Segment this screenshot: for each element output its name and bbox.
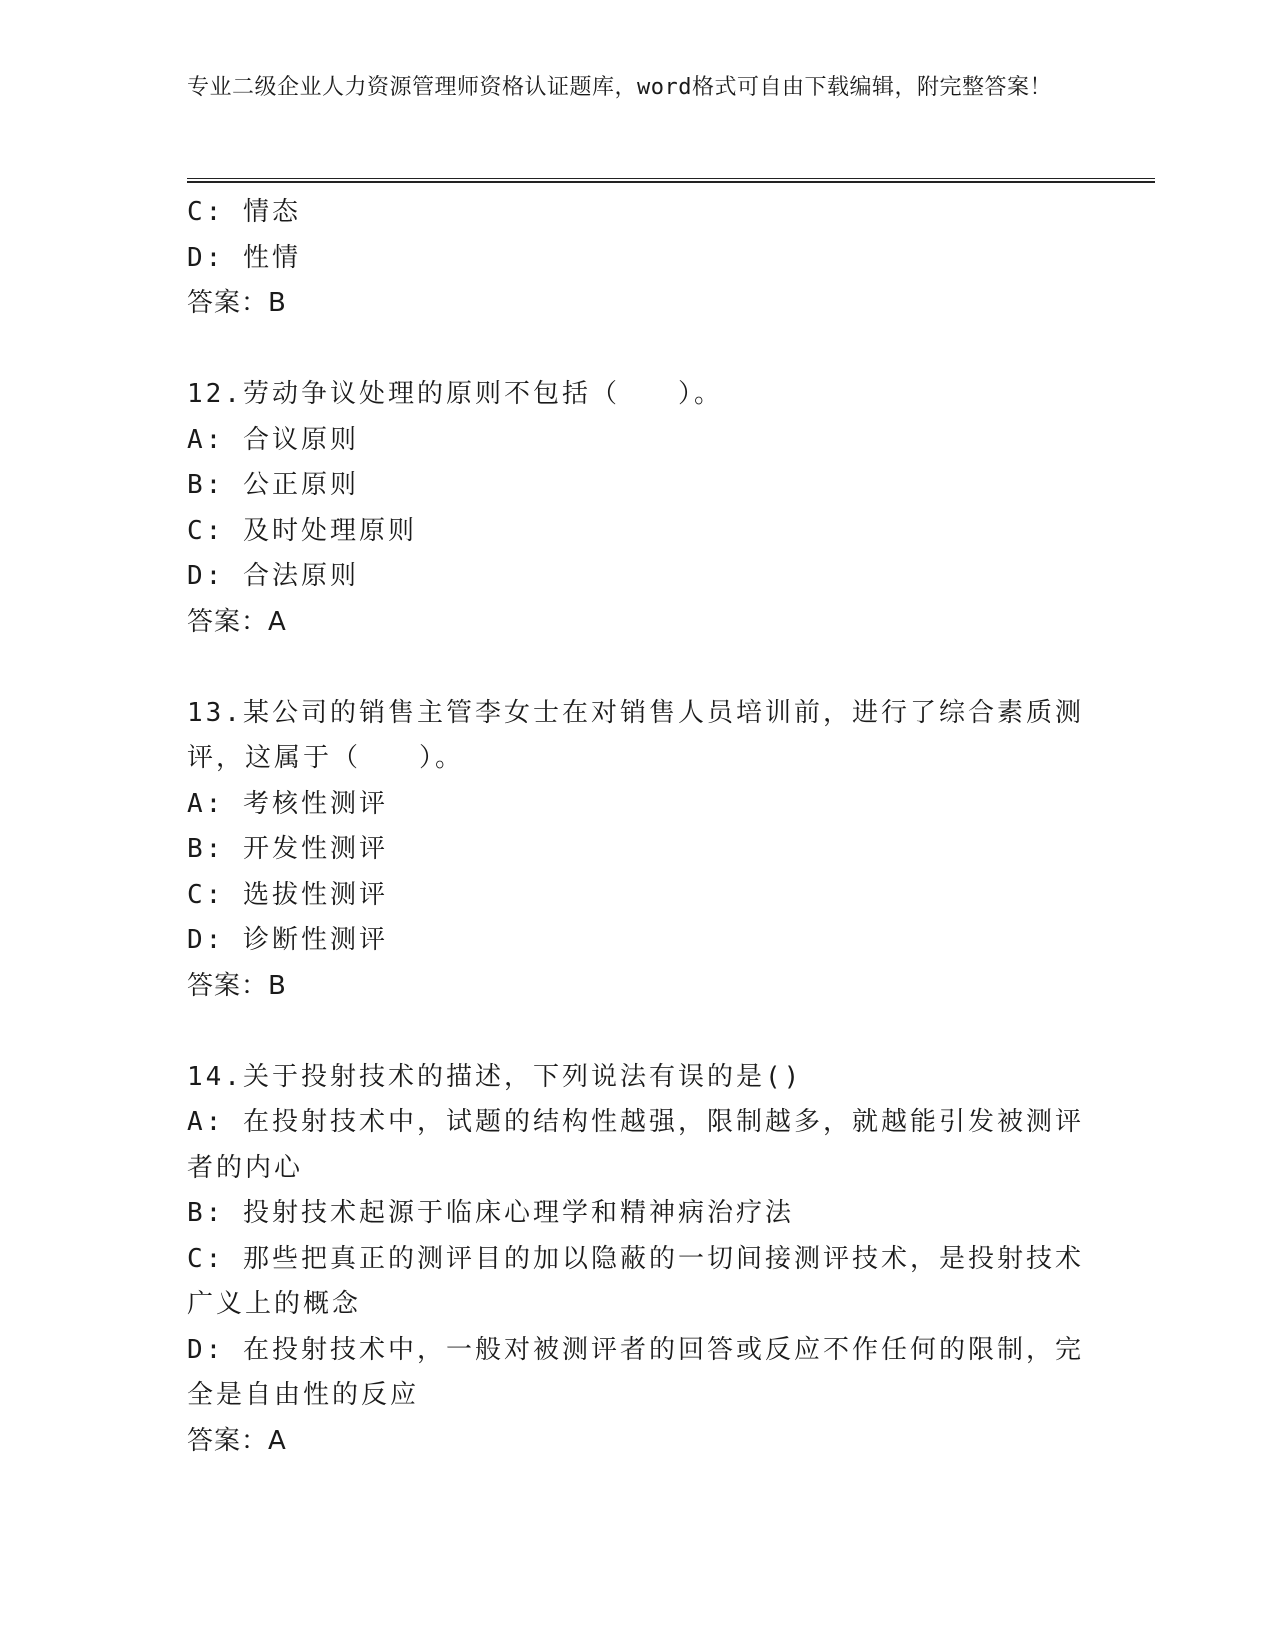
option-d: [187, 554, 1087, 600]
option-d: [187, 236, 1087, 282]
option-text: 公正原则: [242, 470, 359, 500]
option-c: [187, 873, 1087, 919]
option-d: [187, 1328, 1087, 1419]
option-text: 诊断性测评: [242, 925, 388, 955]
option-d: [187, 918, 1087, 964]
option-letter: D:: [187, 242, 225, 273]
option-a: [187, 1100, 1087, 1191]
option-text: 选拔性测评: [242, 879, 388, 910]
page-header: 专业二级企业人力资源管理师资格认证题库，word格式可自由下载编辑，附完整答案！: [187, 75, 1052, 100]
document-body: [187, 190, 1087, 1464]
option-text: 情态: [242, 197, 301, 227]
option-letter: D:: [187, 561, 225, 591]
option-letter: A:: [187, 1107, 225, 1137]
option-a: [187, 782, 1087, 828]
header-rule: [187, 178, 1155, 183]
option-b: [187, 1191, 1087, 1237]
answer-line: 答案：A: [187, 1425, 287, 1456]
option-letter: C:: [187, 879, 225, 910]
option-letter: C:: [187, 1243, 225, 1274]
option-text: 考核性测评: [242, 788, 388, 819]
option-c: [187, 190, 1087, 236]
option-text: 及时处理原则: [242, 515, 417, 546]
answer-line: 答案：B: [187, 288, 287, 318]
option-text: 那些把真正的测评目的加以隐蔽的一切间接测评技术，是投射技术广义上的概念: [187, 1243, 1084, 1319]
option-text: 合议原则: [242, 424, 359, 455]
option-b: [187, 463, 1087, 509]
option-text: 合法原则: [242, 561, 359, 591]
option-text: 投射技术起源于临床心理学和精神病治疗法: [242, 1198, 794, 1228]
question-12: [187, 372, 1087, 645]
question-14: [187, 1055, 1087, 1465]
option-letter: B:: [187, 834, 225, 864]
option-text: 开发性测评: [242, 834, 388, 864]
option-letter: B:: [187, 470, 225, 500]
question-stem: 14.关于投射技术的描述，下列说法有误的是(): [187, 1061, 803, 1092]
question-stem: 12.劳动争议处理的原则不包括（ ）。: [187, 379, 723, 409]
prev-question: [187, 190, 1087, 327]
question-13: [187, 691, 1087, 1010]
option-b: [187, 827, 1087, 873]
option-text: 在投射技术中，试题的结构性越强，限制越多，就越能引发被测评者的内心: [187, 1107, 1084, 1183]
option-letter: D:: [187, 1334, 225, 1365]
option-letter: C:: [187, 197, 225, 227]
option-letter: A:: [187, 424, 225, 455]
option-text: 性情: [242, 242, 301, 273]
question-stem: 13.某公司的销售主管李女士在对销售人员培训前，进行了综合素质测评，这属于（ ）。: [187, 697, 1084, 773]
option-letter: D:: [187, 925, 225, 955]
option-letter: C:: [187, 515, 225, 546]
option-letter: B:: [187, 1198, 225, 1228]
answer-line: 答案：A: [187, 606, 287, 637]
option-text: 在投射技术中，一般对被测评者的回答或反应不作任何的限制，完全是自由性的反应: [187, 1334, 1084, 1410]
answer-line: 答案：B: [187, 970, 287, 1001]
option-letter: A:: [187, 788, 225, 819]
option-c: [187, 1237, 1087, 1328]
option-c: [187, 509, 1087, 555]
option-a: [187, 418, 1087, 464]
